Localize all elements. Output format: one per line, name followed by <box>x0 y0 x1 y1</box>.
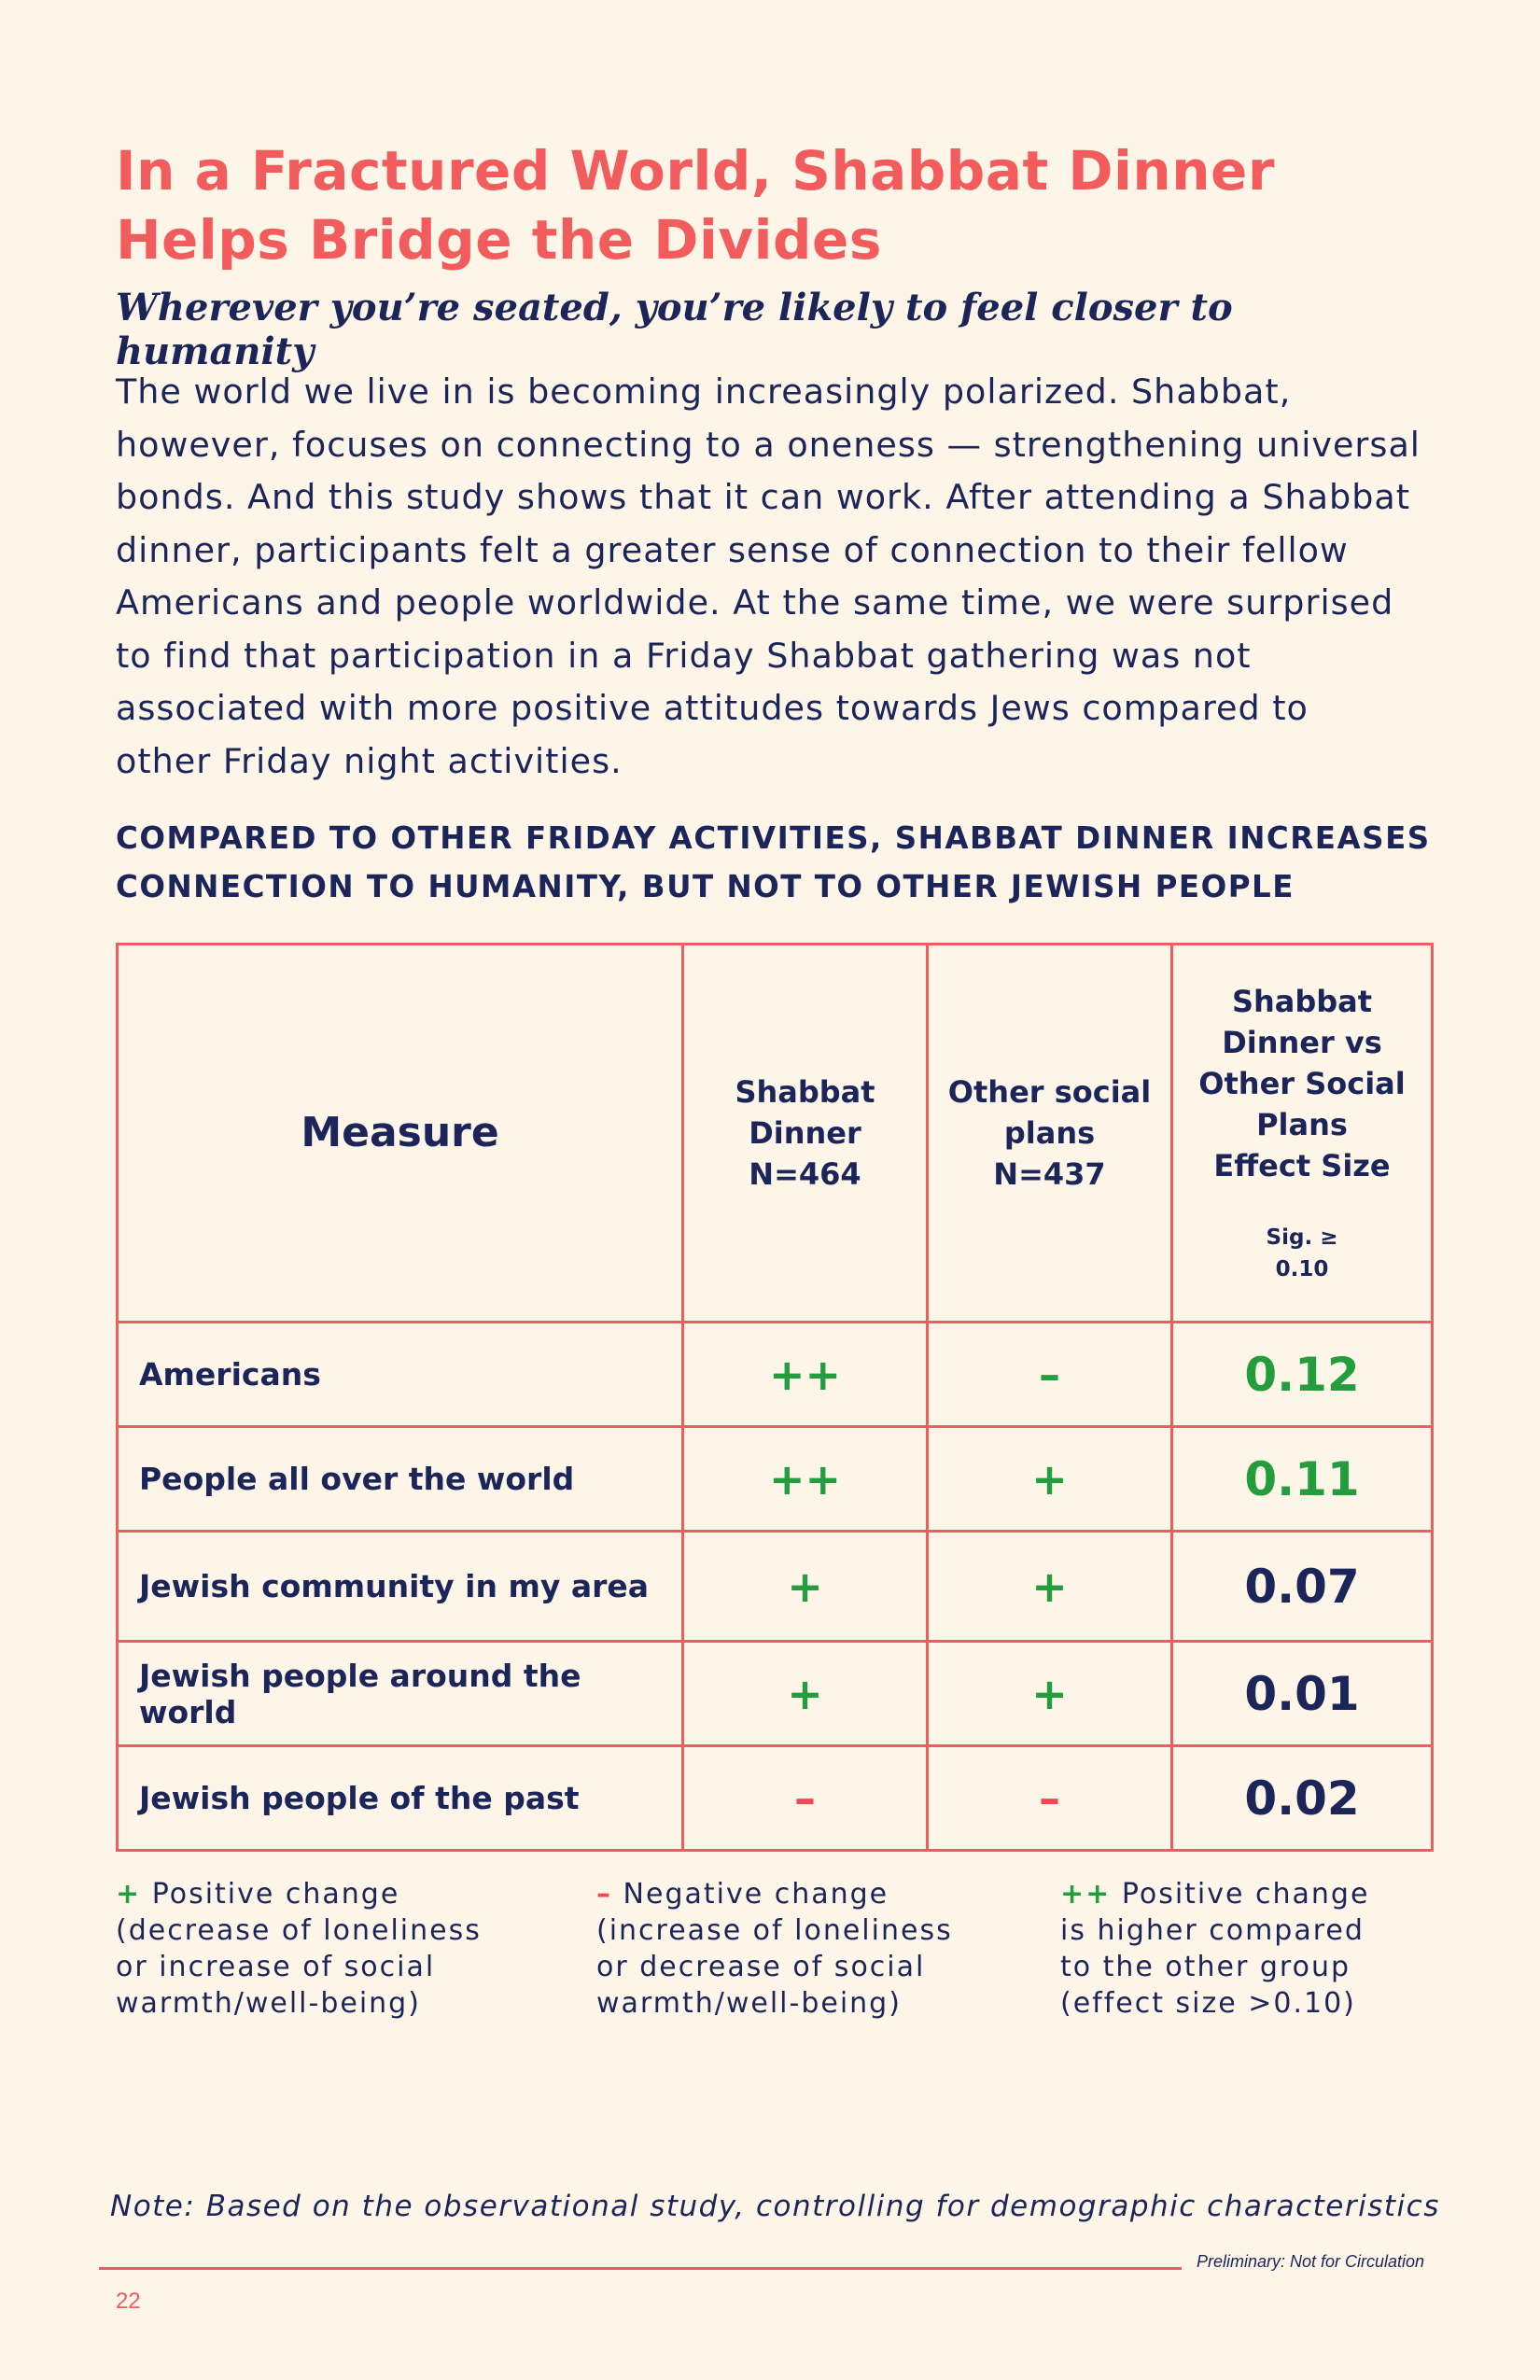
header-line: N=437 <box>993 1156 1106 1192</box>
effect-size-cell: 0.07 <box>1172 1532 1433 1642</box>
header-line: Dinner vs <box>1222 1025 1382 1060</box>
legend-line: to the other group <box>1060 1951 1351 1983</box>
heading-line: COMPARED TO OTHER FRIDAY ACTIVITIES, SHABBAT DINNER INCREASES <box>116 820 1431 856</box>
intro-paragraph <box>116 366 1441 788</box>
table-row <box>118 1532 1433 1642</box>
page-subtitle: Wherever you’re seated, you’re likely to feel closer to humanity <box>116 286 1233 373</box>
page-number: 22 <box>116 2289 141 2314</box>
measure-cell: Jewish people around the world <box>118 1642 683 1746</box>
shabbat-change-cell: + <box>683 1642 928 1746</box>
shabbat-change-cell: ++ <box>683 1323 928 1427</box>
header-line: Other Social <box>1198 1066 1406 1101</box>
double-plus-icon: ++ <box>1060 1878 1112 1911</box>
other-change-cell: + <box>928 1642 1172 1746</box>
legend-line: Negative change <box>623 1878 889 1911</box>
measure-cell: Jewish people of the past <box>118 1746 683 1851</box>
legend-line: is higher compared <box>1060 1914 1365 1947</box>
effect-size-cell: 0.11 <box>1172 1427 1433 1532</box>
table-row <box>118 1427 1433 1532</box>
header-line: Other social <box>947 1074 1152 1110</box>
legend-positive <box>116 1876 482 2022</box>
page-title <box>116 136 1329 274</box>
legend-line: Positive change <box>151 1878 400 1911</box>
sig-line: Sig. ≥ <box>1266 1225 1338 1250</box>
heading-line: CONNECTION TO HUMANITY, BUT NOT TO OTHER JEWISH PEOPLE <box>116 869 1295 904</box>
header-line: Plans <box>1256 1107 1348 1142</box>
header-shabbat-dinner <box>683 945 928 1323</box>
note-text: : Based on the observational study, controlling for demographic characteristics <box>184 2190 1440 2223</box>
header-line: Dinner <box>749 1115 861 1151</box>
results-table <box>116 943 1434 1852</box>
circulation-notice: Preliminary: Not for Circulation <box>1197 2252 1425 2271</box>
paragraph-line: to find that participation in a Friday Shabbat gathering was not <box>116 635 1252 676</box>
legend-line: (decrease of loneliness <box>116 1914 482 1947</box>
header-other-social-plans <box>928 945 1172 1323</box>
legend-line: or decrease of social <box>596 1951 926 1983</box>
footnote <box>110 2190 1463 2223</box>
table-header-row <box>118 945 1433 1323</box>
legend-line: (increase of loneliness <box>596 1914 953 1947</box>
table-heading <box>116 814 1460 911</box>
legend-line: or increase of social <box>116 1951 436 1983</box>
paragraph-line: Americans and people worldwide. At the same time, we were surprised <box>116 582 1394 623</box>
title-line: In a Fractured World, Shabbat Dinner <box>116 139 1275 203</box>
header-line: plans <box>1003 1115 1096 1151</box>
footer-divider <box>99 2267 1182 2270</box>
title-line: Helps Bridge the Divides <box>116 208 882 272</box>
header-line: Shabbat <box>1231 984 1373 1019</box>
legend-line: warmth/well-being) <box>596 1987 902 2020</box>
sig-line: 0.10 <box>1275 1257 1329 1281</box>
shabbat-change-cell: + <box>683 1532 928 1642</box>
legend-negative <box>596 1876 953 2022</box>
effect-size-cell: 0.02 <box>1172 1746 1433 1851</box>
shabbat-change-cell: ++ <box>683 1427 928 1532</box>
effect-size-cell: 0.12 <box>1172 1323 1433 1427</box>
paragraph-line: bonds. And this study shows that it can work. After attending a Shabbat <box>116 477 1411 517</box>
plus-icon: + <box>116 1878 142 1911</box>
legend-line: (effect size >0.10) <box>1060 1987 1356 2020</box>
table-row <box>118 1746 1433 1851</box>
paragraph-line: associated with more positive attitudes towards Jews compared to <box>116 688 1309 728</box>
other-change-cell: + <box>928 1532 1172 1642</box>
measure-cell: Americans <box>118 1323 683 1427</box>
paragraph-line: however, focuses on connecting to a oneness — strengthening universal <box>116 424 1421 465</box>
minus-icon: – <box>596 1878 612 1911</box>
legend-higher-positive <box>1060 1876 1369 2022</box>
legend-line: warmth/well-being) <box>116 1987 421 2020</box>
measure-cell: Jewish community in my area <box>118 1532 683 1642</box>
other-change-cell: – <box>928 1746 1172 1851</box>
effect-size-cell: 0.01 <box>1172 1642 1433 1746</box>
paragraph-line: dinner, participants felt a greater sense of connection to their fellow <box>116 529 1349 570</box>
note-label: Note <box>110 2190 185 2223</box>
paragraph-line: other Friday night activities. <box>116 740 623 781</box>
table-row <box>118 1642 1433 1746</box>
paragraph-line: The world we live in is becoming increasingly polarized. Shabbat, <box>116 371 1292 412</box>
header-measure: Measure <box>118 945 683 1323</box>
header-line: Effect Size <box>1213 1148 1391 1183</box>
other-change-cell: + <box>928 1427 1172 1532</box>
measure-cell: People all over the world <box>118 1427 683 1532</box>
header-line: N=464 <box>749 1156 861 1192</box>
table-row <box>118 1323 1433 1427</box>
header-line: Shabbat <box>735 1074 875 1110</box>
shabbat-change-cell: – <box>683 1746 928 1851</box>
significance-note <box>1174 1222 1430 1285</box>
header-effect-size <box>1172 945 1433 1323</box>
legend-line: Positive change <box>1121 1878 1370 1911</box>
other-change-cell: – <box>928 1323 1172 1427</box>
